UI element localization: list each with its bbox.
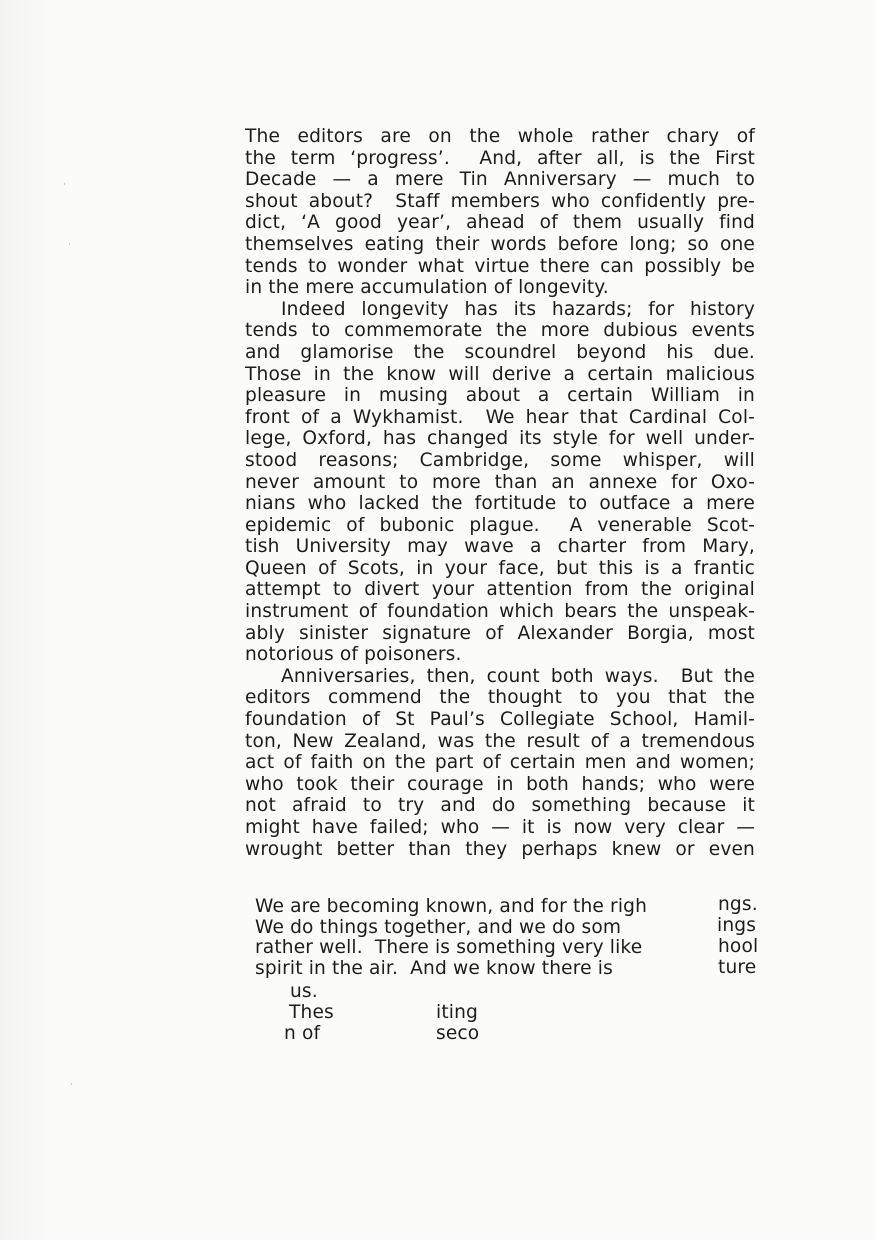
fragment-line: We do things together, and we do som <box>255 917 622 938</box>
text-line: Indeed longevity has its hazards; for history <box>281 298 755 320</box>
text-line: ton, New Zealand, was the result of a tremendous <box>245 730 755 752</box>
fragment-word: iting <box>436 1002 478 1023</box>
text-line: tends to wonder what virtue there can possibly be <box>245 255 755 277</box>
fragment-line-end: hool <box>718 936 759 957</box>
text-line: wrought better than they perhaps knew or even <box>245 838 755 860</box>
text-line: epidemic of bubonic plague. A venerable Scot- <box>245 514 755 536</box>
text-line: stood reasons; Cambridge, some whisper, will <box>245 449 755 471</box>
text-line: in the mere accumulation of longevity. <box>245 277 609 299</box>
fragment-word: Thes <box>289 1002 334 1023</box>
fragment-word: us. <box>290 981 318 1002</box>
text-line: lege, Oxford, has changed its style for well under- <box>245 428 755 450</box>
paragraph-3 <box>245 666 755 860</box>
fragment-line: rather well. There is something very like <box>255 937 643 958</box>
text-line: and glamorise the scoundrel beyond his due. <box>245 341 755 363</box>
fragment-line-end: ings <box>717 915 757 936</box>
text-line: never amount to more than an annexe for Oxo- <box>245 471 755 493</box>
text-line: Those in the know will derive a certain malicious <box>245 363 755 385</box>
text-line: Decade — a mere Tin Anniversary — much to <box>245 169 755 191</box>
text-line: themselves eating their words before long; so one <box>245 233 755 255</box>
text-line: The editors are on the whole rather chary of <box>245 126 755 147</box>
text-line: the term ‘progress’. And, after all, is the First <box>245 147 755 169</box>
paragraph-1 <box>245 126 755 299</box>
text-line: might have failed; who — it is now very clear — <box>245 817 755 838</box>
text-line: not afraid to try and do something because it <box>245 795 755 817</box>
text-line: who took their courage in both hands; who were <box>245 773 755 795</box>
fragment-word: seco <box>436 1023 480 1044</box>
text-line: attempt to divert your attention from the original <box>245 579 755 601</box>
text-line: notorious of poisoners. <box>245 644 462 666</box>
page-edge-shadow <box>0 0 60 1240</box>
text-line: ably sinister signature of Alexander Borgia, most <box>245 622 755 644</box>
scan-speck: · <box>68 240 71 250</box>
fragment-line-end: ngs. <box>718 894 758 915</box>
text-line: instrument of foundation which bears the unspeak- <box>245 601 755 623</box>
text-line: Queen of Scots, in your face, but this is a frantic <box>245 557 755 579</box>
text-line: front of a Wykhamist. We hear that Cardinal Col- <box>245 406 755 428</box>
text-line: foundation of St Paul’s Collegiate School, Hamil- <box>245 709 755 731</box>
text-line: Anniversaries, then, count both ways. But the <box>281 665 755 687</box>
text-line: act of faith on the part of certain men and women; <box>245 752 755 774</box>
text-line: dict, ‘A good year’, ahead of them usually find <box>245 212 755 234</box>
text-line: tish University may wave a charter from Mary, <box>245 536 755 558</box>
fragment-line: spirit in the air. And we know there is <box>255 958 613 979</box>
text-line: tends to commemorate the more dubious events <box>245 320 755 342</box>
fragment-line-end: ture <box>718 957 757 978</box>
text-line: editors commend the thought to you that the <box>245 687 755 709</box>
scan-speck: · <box>70 1080 73 1090</box>
article-body <box>245 126 755 860</box>
fragment-line: We are becoming known, and for the righ <box>255 896 648 917</box>
fragment-word: n of <box>284 1023 321 1044</box>
text-line: nians who lacked the fortitude to outface a mere <box>245 493 755 515</box>
text-line: shout about? Staff members who confidently pre- <box>245 190 755 212</box>
scan-speck: · <box>63 180 66 190</box>
text-line: pleasure in musing about a certain William in <box>245 385 755 407</box>
paragraph-2 <box>245 299 755 666</box>
